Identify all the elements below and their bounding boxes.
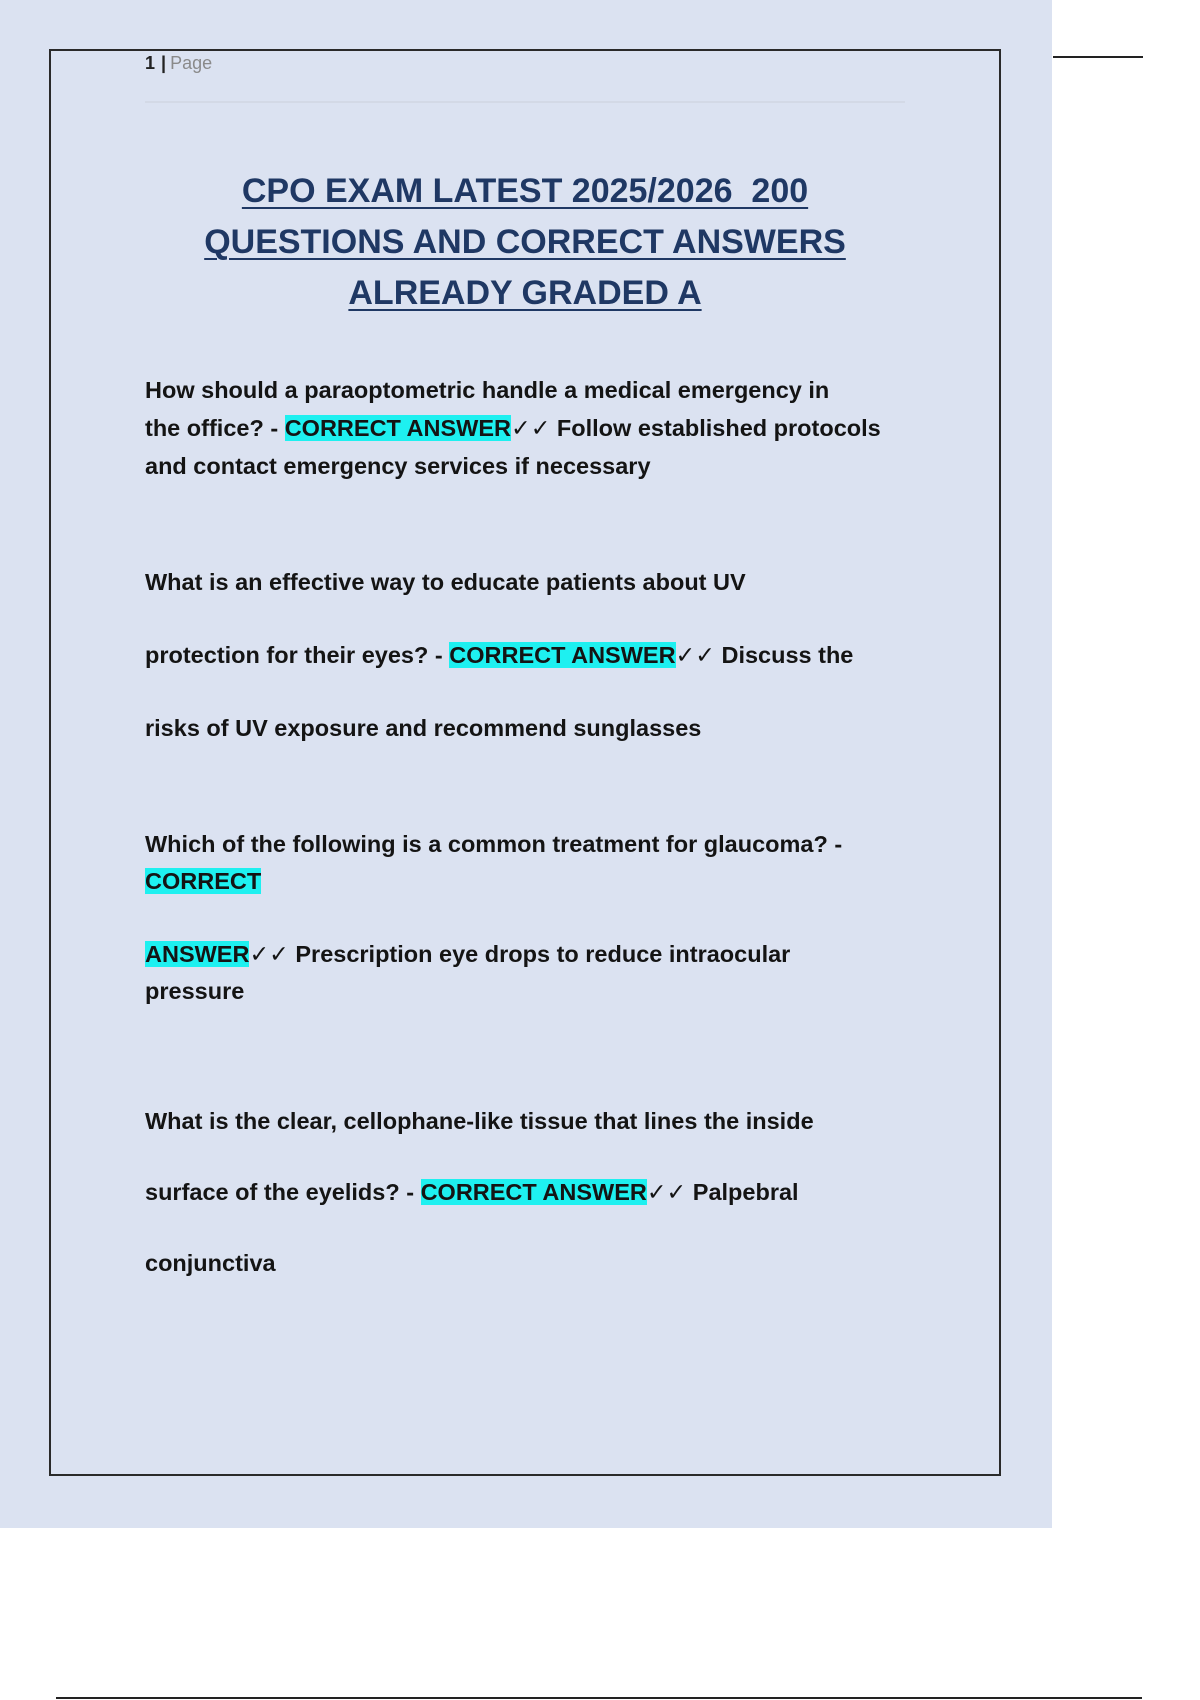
checkmark-icon: ✓✓ [511, 415, 551, 441]
answer-line [145, 936, 915, 973]
answer-tag-line [145, 863, 915, 900]
correct-answer-highlight: ANSWER [145, 941, 250, 967]
title-line-2: QUESTIONS AND CORRECT ANSWERS [204, 223, 846, 261]
answer-text: Prescription eye drops to reduce intraocular [288, 941, 791, 967]
page-label: Page [170, 53, 213, 73]
question-answer-item [145, 1086, 915, 1299]
correct-answer-highlight: CORRECT ANSWER [284, 415, 511, 441]
title-line-3: ALREADY GRADED A [348, 274, 702, 312]
question-text: What is the clear, cellophane-like tissue that lines the inside [145, 1108, 814, 1134]
answer-text: Follow established protocols [550, 415, 881, 441]
page-separator: | [161, 53, 167, 73]
page-number-header [145, 53, 212, 74]
question-answer-item [145, 371, 915, 485]
title-line-1: CPO EXAM LATEST 2025/2026 200 [241, 172, 809, 210]
page-number: 1 [145, 53, 156, 73]
header-divider [145, 101, 905, 103]
question-text: protection for their eyes? - [145, 642, 450, 668]
correct-answer-highlight: CORRECT [145, 868, 262, 894]
checkmark-icon: ✓✓ [646, 1179, 687, 1205]
answer-text: pressure [145, 978, 245, 1004]
question-answer-line [145, 409, 915, 447]
question-answer-line [145, 1157, 915, 1228]
question-answer-line [145, 619, 915, 692]
bottom-rule [56, 1697, 1142, 1699]
question-text: How should a paraoptometric handle a medical emergency in [145, 377, 830, 403]
checkmark-icon: ✓✓ [675, 642, 715, 668]
checkmark-icon: ✓✓ [249, 941, 289, 967]
document-title [145, 166, 905, 319]
question-text: surface of the eyelids? - [145, 1179, 421, 1205]
answer-text: conjunctiva [145, 1250, 276, 1276]
question-answer-item [145, 826, 915, 1010]
question-text: the office? - [145, 415, 285, 441]
margin-rule [1053, 56, 1143, 58]
spacer [145, 900, 915, 936]
question-text: Which of the following is a common treatment for glaucoma? - [145, 831, 843, 857]
answer-text: and contact emergency services if necessary [145, 453, 651, 479]
question-answer-item [145, 546, 915, 765]
answer-text: Discuss the [714, 642, 854, 668]
correct-answer-highlight: CORRECT ANSWER [449, 642, 676, 668]
answer-text: risks of UV exposure and recommend sunglasses [145, 715, 702, 741]
question-text: What is an effective way to educate patients about UV [145, 569, 746, 595]
correct-answer-highlight: CORRECT ANSWER [420, 1179, 647, 1205]
answer-text: Palpebral [686, 1179, 799, 1205]
